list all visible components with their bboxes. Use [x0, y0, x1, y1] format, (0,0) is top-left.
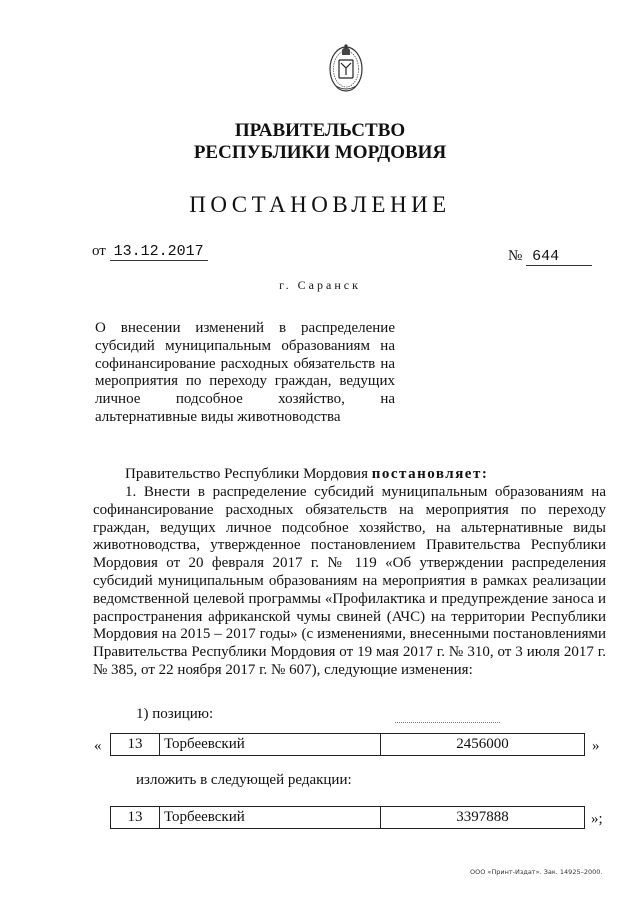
new-position-table — [110, 806, 585, 829]
printer-footer: ООО «Принт-Издат». Зак. 14925–2000. — [470, 868, 603, 876]
decree-paragraph-1: 1. Внести в распределение субсидий муниципальным образованиям на софинансирование расходных обязательств на мероприятия по переходу граждан, ведущих личное подсобное хозяйство, на альтернативные виды животноводства, утвержденное постановлением Правительства Республики Мордовия от 20 февраля 2017 г. № 119 «Об утверждении распределения субсидий муниципальным образованиям на мероприятия в рамках реализации ведомственной целевой программы «Профилактика и предупреждение заноса и распространения африканской чумы свиней (АЧС) на территории Республики Мордовия на 2015 – 2017 годы» (с изменениями, внесенными постановлениями Правительства Республики Мордовия от 19 мая 2017 г. № 310, от 3 июля 2017 г. № 385, от 22 ноября 2017 г. № 607), следующие изменения: — [93, 484, 606, 678]
table-cell-number: 13 — [111, 734, 160, 756]
table-cell-name: Торбеевский — [160, 807, 381, 829]
redaction-label: изложить в следующей редакции: — [136, 772, 352, 788]
position-label: 1) позицию: — [136, 706, 214, 722]
document-type-title: ПОСТАНОВЛЕНИЕ — [189, 192, 451, 217]
decree-date-line — [92, 243, 208, 261]
number-prefix: № — [508, 248, 523, 264]
old-position-table — [110, 733, 585, 756]
table-cell-value: 2456000 — [381, 734, 585, 756]
closing-quote-semicolon: »; — [591, 811, 603, 827]
decree-subject: О внесении изменений в распределение субсидий муниципальным образованиям на софинансирование расходных обязательств на мероприятия по переходу граждан, ведущих личное подсобное хозяйство, на альтернативные виды животноводства — [95, 320, 395, 425]
government-title-line1: ПРАВИТЕЛЬСТВО — [234, 120, 406, 141]
opening-quote: « — [94, 738, 102, 754]
table-cell-name: Торбеевский — [160, 734, 381, 756]
decree-lead-paragraph — [93, 466, 606, 484]
date-prefix: от — [92, 243, 106, 259]
lead-bold-text: постановляет: — [371, 466, 489, 482]
coat-of-arms-emblem — [328, 42, 364, 94]
closing-quote: » — [592, 738, 600, 754]
government-title-line2: РЕСПУБЛИКИ МОРДОВИЯ — [193, 142, 447, 163]
decree-number: 644 — [526, 248, 592, 266]
table-cell-value: 3397888 — [381, 807, 585, 829]
city-name: г. Саранск — [279, 278, 361, 292]
table-row — [111, 734, 585, 756]
dotted-line-mark — [395, 722, 500, 723]
decree-number-line — [508, 248, 592, 266]
table-row — [111, 807, 585, 829]
lead-text: Правительство Республики Мордовия — [125, 466, 368, 482]
decree-date: 13.12.2017 — [110, 243, 208, 261]
table-cell-number: 13 — [111, 807, 160, 829]
